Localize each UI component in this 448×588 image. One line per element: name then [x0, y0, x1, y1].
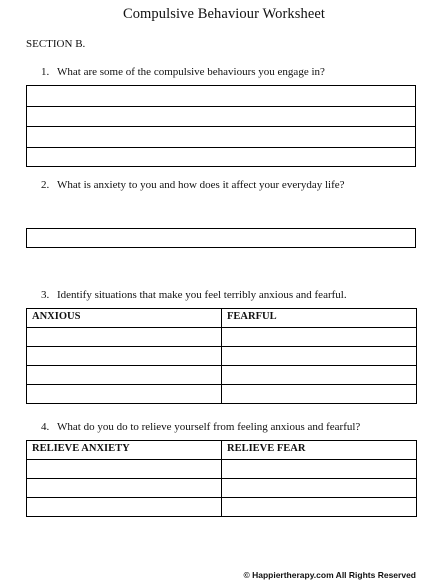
table-cell[interactable]	[27, 347, 222, 366]
table-cell[interactable]	[27, 498, 222, 517]
table-cell[interactable]	[27, 328, 222, 347]
table-cell[interactable]	[27, 366, 222, 385]
table-row	[27, 328, 417, 347]
table-row	[27, 479, 417, 498]
question-number: 1.	[41, 66, 50, 78]
question-3	[41, 289, 347, 301]
question-text: What are some of the compulsive behaviours you engage in?	[57, 66, 325, 78]
answer-box-2[interactable]	[26, 228, 416, 248]
column-header-fearful: FEARFUL	[222, 309, 417, 328]
answer-lines-1[interactable]	[26, 85, 416, 167]
question-2	[41, 179, 345, 191]
question-4	[41, 421, 360, 433]
column-header-relieve-anxiety: RELIEVE ANXIETY	[27, 441, 222, 460]
table-cell[interactable]	[222, 479, 417, 498]
question-1	[41, 66, 325, 78]
table-cell[interactable]	[222, 498, 417, 517]
column-header-relieve-fear: RELIEVE FEAR	[222, 441, 417, 460]
question-number: 2.	[41, 179, 50, 191]
table-row	[27, 347, 417, 366]
question-number: 4.	[41, 421, 50, 433]
page-title: Compulsive Behaviour Worksheet	[122, 6, 326, 22]
column-header-anxious: ANXIOUS	[27, 309, 222, 328]
question-text: Identify situations that make you feel terribly anxious and fearful.	[57, 289, 347, 301]
table-header-row	[27, 441, 417, 460]
question-number: 3.	[41, 289, 50, 301]
answer-line[interactable]	[27, 127, 415, 148]
copyright-footer: © Happiertherapy.com All Rights Reserved	[243, 570, 416, 580]
table-cell[interactable]	[222, 460, 417, 479]
table-row	[27, 460, 417, 479]
answer-line[interactable]	[27, 107, 415, 128]
answer-line[interactable]	[27, 148, 415, 169]
question-text: What is anxiety to you and how does it affect your everyday life?	[57, 179, 345, 191]
table-cell[interactable]	[27, 460, 222, 479]
table-row	[27, 366, 417, 385]
table-header-row	[27, 309, 417, 328]
table-cell[interactable]	[222, 385, 417, 404]
table-cell[interactable]	[222, 328, 417, 347]
anxious-fearful-table	[26, 308, 417, 404]
relieve-table	[26, 440, 417, 517]
table-cell[interactable]	[27, 385, 222, 404]
table-row	[27, 498, 417, 517]
table-cell[interactable]	[27, 479, 222, 498]
section-label: SECTION B.	[26, 38, 86, 50]
answer-line[interactable]	[27, 86, 415, 107]
table-cell[interactable]	[222, 366, 417, 385]
question-text: What do you do to relieve yourself from feeling anxious and fearful?	[57, 421, 361, 433]
table-cell[interactable]	[222, 347, 417, 366]
table-row	[27, 385, 417, 404]
